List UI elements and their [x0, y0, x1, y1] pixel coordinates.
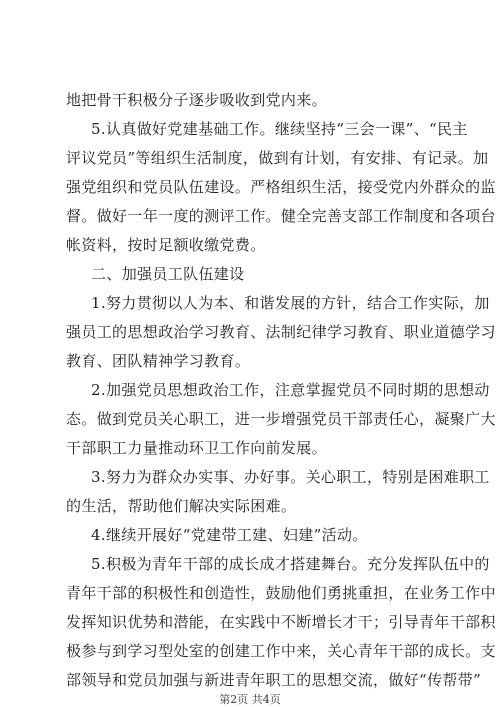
section-heading: 二、加强员工队伍建设 — [91, 265, 245, 283]
text-line-9: 强员工的思想政治学习教育、法制纪律学习教育、职业道德学习 — [66, 323, 496, 341]
text-line-15: 的生活，帮助他们解决实际困难。 — [66, 497, 297, 515]
text-line-3: 评议党员”等组织生活制度，做到有计划，有安排、有记录。加 — [66, 149, 489, 167]
text-line-17: 5.积极为青年干部的成长成才搭建舞台。充分发挥队伍中的 — [91, 555, 490, 573]
text-line-6: 帐资料，按时足额收缴党费。 — [66, 236, 266, 254]
text-line-4: 强党组织和党员队伍建设。严格组织生活，接受党内外群众的监 — [66, 178, 496, 196]
text-line-1: 地把骨干积极分子逐步吸收到党内来。 — [66, 91, 327, 109]
page-number-footer: 第2页 共4页 — [219, 693, 281, 706]
text-line-2: 5.认真做好党建基础工作。继续坚持“三会一课”、“民主 — [91, 120, 468, 138]
text-line-21: 部领导和党员加强与新进青年职工的思想交流，做好“传帮带” — [66, 671, 482, 689]
text-line-14: 3.努力为群众办实事、办好事。关心职工，特别是困难职工 — [91, 468, 490, 486]
text-line-13: 干部职工力量推动环卫工作向前发展。 — [66, 439, 327, 457]
text-line-8: 1.努力贯彻以人为本、和谐发展的方针，结合工作实际，加 — [91, 294, 490, 312]
text-line-12: 态。做到党员关心职工，进一步增强党员干部责任心，凝聚广大 — [66, 410, 496, 428]
text-line-11: 2.加强党员思想政治工作，注意掌握党员不同时期的思想动 — [91, 381, 490, 399]
text-line-10: 教育、团队精神学习教育。 — [66, 352, 251, 370]
text-line-19: 发挥知识优势和潜能，在实践中不断增长才干；引导青年干部积 — [66, 613, 496, 631]
text-line-16: 4.继续开展好“党建带工建、妇建”活动。 — [91, 526, 368, 544]
text-line-5: 督。做好一年一度的测评工作。健全完善支部工作制度和各项台 — [66, 207, 496, 225]
text-line-20: 极参与到学习型处室的创建工作中来，关心青年干部的成长。支 — [66, 642, 496, 660]
text-line-18: 青年干部的积极性和创造性，鼓励他们勇挑重担，在业务工作中 — [66, 584, 496, 602]
